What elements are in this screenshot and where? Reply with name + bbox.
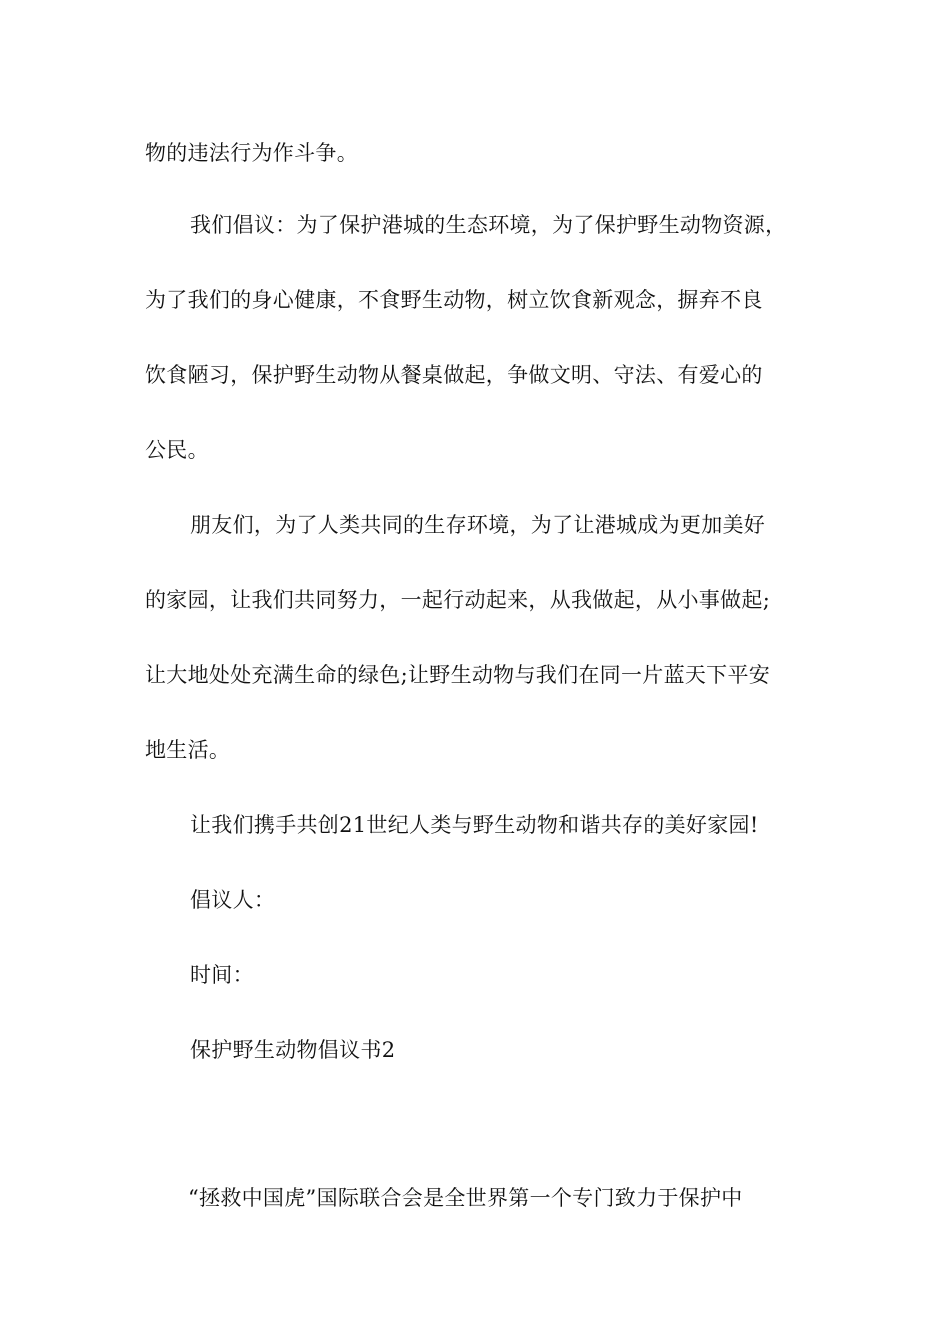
paragraph-line-6: 朋友们，为了人类共同的生存环境，为了让港城成为更加美好 [190,513,766,537]
section-title: 保护野生动物倡议书2 [190,1038,396,1062]
paragraph-line-4: 饮食陋习，保护野生动物从餐桌做起，争做文明、守法、有爱心的 [145,363,763,387]
paragraph-line-2: 我们倡议：为了保护港城的生态环境，为了保护野生动物资源， [190,213,787,237]
paragraph-line-8: 让大地处处充满生命的绿色;让野生动物与我们在同一片蓝天下平安 [145,663,771,687]
proposer-label: 倡议人： [190,888,276,912]
paragraph-line-14: “拯救中国虎”国际联合会是全世界第一个专门致力于保护中 [188,1186,743,1210]
paragraph-line-9: 地生活。 [145,738,231,762]
paragraph-line-5: 公民。 [145,438,209,462]
paragraph-line-3: 为了我们的身心健康，不食野生动物，树立饮食新观念，摒弃不良 [145,288,763,312]
closing-line: 让我们携手共创21世纪人类与野生动物和谐共存的美好家园! [190,813,759,837]
time-label: 时间： [190,963,254,987]
paragraph-line-1: 物的违法行为作斗争。 [145,141,358,165]
paragraph-line-7: 的家园，让我们共同努力，一起行动起来，从我做起，从小事做起; [145,588,771,612]
